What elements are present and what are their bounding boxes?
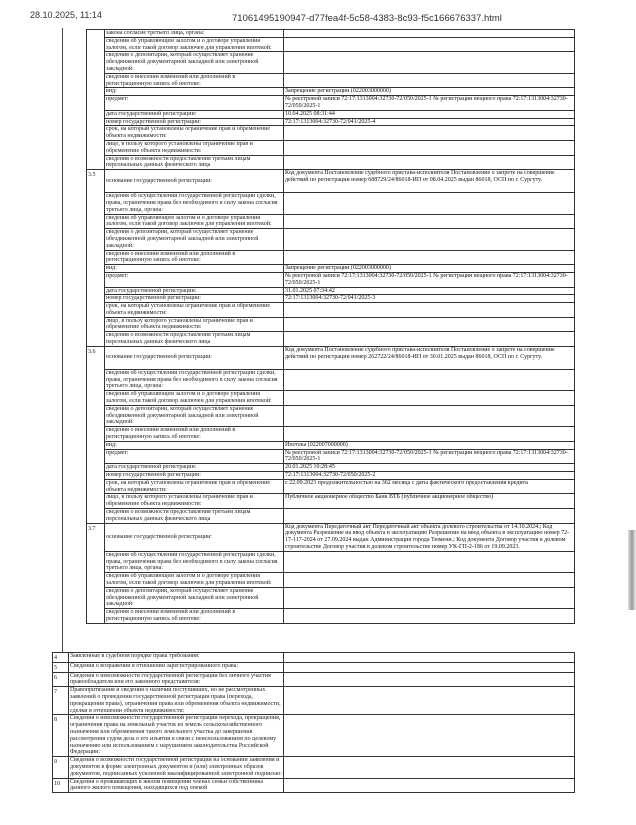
field-label: сведения о внесении изменений или дополнений в регистрационную запись об ипотеке: [105, 609, 284, 624]
section-number: 3.6 [87, 346, 105, 523]
field-value [284, 52, 575, 73]
print-datetime: 28.10.2025, 11:14 [30, 10, 102, 20]
field-label: сведения об управляющем залогом и о договоре управления залогом, если такой договор заключен для управления ипотекой: [105, 37, 284, 52]
field-label: сведения о внесении изменений или дополнений в регистрационную запись об ипотеке: [105, 73, 284, 88]
field-value [284, 37, 575, 52]
table-row [63, 73, 575, 88]
scan-edge-mark [628, 530, 636, 610]
table-row [63, 110, 575, 118]
table-row [63, 229, 575, 250]
table-row [63, 509, 575, 524]
field-label: лицо, в пользу которого установлены ограничение прав и обременение объекта недвижимости: [105, 140, 284, 155]
table-row [63, 609, 575, 624]
field-value [284, 250, 575, 265]
field-label: сведения о депозитарии, который осуществляет хранение обездвиженной документарной закладной или электронной закладной: [105, 229, 284, 250]
field-label: предмет: [105, 449, 284, 464]
field-value: Код документа Постановление судебного пристава-исполнителя Постановление о запрете на совершение действий по регистрации номер 262722/24/86018-ИП от 30.01.2025 выдан 86018, ОСП по г. Сургуту. [284, 346, 575, 369]
row-number: 10 [53, 778, 69, 793]
field-value [284, 405, 575, 426]
table-row [63, 317, 575, 332]
field-value: 72:17:1313004:32730-72/050/2025-2 [284, 472, 575, 480]
field-value [284, 332, 575, 347]
field-value [284, 303, 575, 318]
field-value [284, 715, 575, 757]
field-label: вид: [105, 441, 284, 449]
section-number: 3.7 [87, 523, 105, 623]
field-label: Сведения о невозможности государственной регистрации без личного участия правообладателя или его законного представителя: [69, 672, 284, 687]
field-label: дата государственной регистрации: [105, 110, 284, 118]
field-label: вид: [105, 265, 284, 273]
table-row [63, 287, 575, 295]
field-value [284, 193, 575, 214]
table-row [63, 88, 575, 96]
field-label: сведения о депозитарии, который осуществляет хранение обездвиженной документарной закладной или электронной закладной: [105, 587, 284, 608]
table-row [63, 193, 575, 214]
table-row [53, 778, 575, 793]
table-row [63, 265, 575, 273]
table-row [63, 472, 575, 480]
field-label: основание государственной регистрации: [105, 523, 284, 551]
field-label: предмет: [105, 272, 284, 287]
field-label: Правопритязания и сведения о наличии поступивших, но не рассмотренных заявлений о проведении государственной регистрации права (перехода, прекращения права), ограничения права или обременения объекта недвижимости, сделки в отношении объекта недвижимости: [69, 687, 284, 715]
table-row [63, 587, 575, 608]
field-label: предмет: [105, 96, 284, 111]
table-row [63, 303, 575, 318]
field-label: номер государственной регистрации: [105, 472, 284, 480]
table-row [63, 449, 575, 464]
field-value [284, 573, 575, 588]
field-label: срок, на который установлены ограничение прав и обременение объекта недвижимости: [105, 303, 284, 318]
field-label: Сведения о возможности государственной регистрации на основании заявления и документов в форме электронных документов и (или) электронных образов документов, подписанных усиленной квалифицированной электронной подписью: [70, 757, 282, 777]
field-value: № реестровой записи 72:17:1313004:32730-72/050/2025-1 № регистрации вещного права 72:17:1313004:32730-72/050/2025-1 [284, 272, 575, 287]
field-value: с 22.09.2023 продолжительностью на 362 месяца с даты фактического предоставления кредита [284, 479, 575, 494]
row-number: 5 [53, 662, 69, 672]
table-row [63, 494, 575, 509]
field-label: сведения об управляющем залогом и о договоре управления залогом, если такой договор заключен для управления ипотекой: [105, 391, 284, 406]
field-value [284, 126, 575, 141]
field-value: № реестровой записи 72:17:1313004:32730-72/050/2025-1 № регистрации вещного права 72:17:1313004:32730-72/050/2025-1 [284, 449, 575, 464]
field-value: 10.04.2025 08:31:44 [284, 110, 575, 118]
table-row [53, 757, 575, 778]
field-label: срок, на который установлены ограничение прав и обременение объекта недвижимости: [105, 126, 284, 141]
table-row [53, 687, 575, 715]
table-row [63, 52, 575, 73]
row-number: 8 [53, 715, 69, 757]
field-label: срок, на который установлены ограничение прав и обременение объекта недвижимости: [105, 479, 284, 494]
field-value [284, 778, 575, 793]
field-label: номер государственной регистрации: [105, 295, 284, 303]
field-label: дата государственной регистрации: [105, 287, 284, 295]
table-row [63, 346, 575, 369]
field-label: сведения о депозитарии, который осуществляет хранение обездвиженной документарной закладной или электронной закладной: [105, 52, 284, 73]
field-label: сведения о возможности предоставления третьим лицам персональных данных физического лица [105, 332, 284, 347]
field-value: 31.01.2025 07:34:42 [284, 287, 575, 295]
row-number: 7 [53, 687, 69, 715]
field-value: Запрещение регистрации (022003000000) [284, 88, 575, 96]
field-value: 20.01.2025 10:28:45 [284, 464, 575, 472]
field-value [284, 672, 575, 687]
field-label: основание государственной регистрации: [105, 346, 284, 369]
field-label: Сведения о возражении в отношении зарегистрированного права: [69, 662, 284, 672]
field-label: сведения об осуществлении государственной регистрации сделки, права, ограничения права без необходимого в силу закона согласия третьего лица, органа: [105, 551, 284, 572]
field-value: Публичное акционерное общество Банк ВТБ (публичное акционерное общество) [284, 494, 575, 509]
table-row [63, 96, 575, 111]
field-value: Ипотека (022007000000) [284, 441, 575, 449]
table-row [63, 405, 575, 426]
table-row [63, 140, 575, 155]
field-value: 72:17:1313004:32730-72/041/2025-3 [284, 295, 575, 303]
field-label: сведения об осуществлении государственной регистрации сделки, права, ограничения права без необходимого в силу закона согласия третьего лица, органа: [105, 193, 284, 214]
field-label: Заявленные в судебном порядке права требования: [69, 653, 284, 663]
field-label: сведения о внесении изменений или дополнений в регистрационную запись об ипотеке: [105, 427, 284, 442]
table-row [63, 523, 575, 551]
field-value [284, 653, 575, 663]
table-row [63, 272, 575, 287]
outer-column-cell [63, 523, 87, 623]
table-row [63, 391, 575, 406]
field-value [284, 609, 575, 624]
additional-info-table [52, 652, 575, 793]
table-row [53, 662, 575, 672]
table-row [63, 250, 575, 265]
field-value [284, 427, 575, 442]
table-row [53, 653, 575, 663]
field-value [284, 587, 575, 608]
field-value [284, 317, 575, 332]
field-label: Сведения о проживающих в жилом помещении членах семьи собственника данного жилого помещения, находящихся под опекой [69, 778, 284, 793]
table-row [63, 441, 575, 449]
field-value [284, 662, 575, 672]
row-number: 6 [53, 672, 69, 687]
field-label: сведения о депозитарии, который осуществляет хранение обездвиженной документарной закладной или электронной закладной: [105, 405, 284, 426]
field-value: Запрещение регистрации (022003000000) [284, 265, 575, 273]
field-value [284, 140, 575, 155]
field-value [284, 687, 575, 715]
table-row [63, 551, 575, 572]
field-value: № реестровой записи 72:17:1313004:32730-72/050/2025-1 № регистрации вещного права 72:17:1313004:32730-72/050/2025-1 [284, 96, 575, 111]
table-row [63, 170, 575, 193]
row-number: 4 [53, 653, 69, 663]
section-number: 3.5 [87, 170, 105, 347]
table-row [63, 464, 575, 472]
field-label: сведения о возможности предоставления третьим лицам персональных данных физического лица [105, 155, 284, 170]
field-value [284, 551, 575, 572]
table-row [63, 126, 575, 141]
field-label: сведения об управляющем залогом и о договоре управления залогом, если такой договор заключен для управления ипотекой: [105, 573, 284, 588]
field-value [284, 214, 575, 229]
outer-column-cell [63, 170, 87, 347]
table-row [63, 479, 575, 494]
field-label: закона согласие третьего лица, органа: [105, 30, 284, 38]
field-value [284, 369, 575, 390]
table-row [63, 332, 575, 347]
outer-column-cell [63, 30, 87, 170]
field-label: сведения о внесении изменений или дополнений в регистрационную запись об ипотеке: [105, 250, 284, 265]
field-value [284, 155, 575, 170]
field-label: лицо, в пользу которого установлены ограничение прав и обременение объекта недвижимости: [105, 494, 284, 509]
field-label: сведения об осуществлении государственной регистрации сделки, права, ограничения права без необходимого в силу закона согласия третьего лица, органа: [105, 369, 284, 390]
field-value [284, 509, 575, 524]
field-value: Код документа Передаточный акт Передаточный акт объекта долевого строительства от 14.10.2024.; Код документа Разрешение на ввод объекта в эксплуатацию Разрешение на ввод объекта в эксплуатацию номер 72-17-117-2024 от 27.09.2024 выдан Администрация города Тюмени.; Код документа Договор участия в долевом строительстве Договор участия в долевом строительстве номер УК-ГП-2-186 от 19.09.2023. [284, 523, 575, 551]
table-row [63, 573, 575, 588]
table-row [63, 427, 575, 442]
table-row [63, 118, 575, 126]
table-row [53, 672, 575, 687]
document-title: 71061495190947-d77fea4f-5c58-4383-8c93-f5c166676337.html [232, 13, 502, 24]
field-value: Код документа Постановление судебного пристава-исполнителя Постановление о запрете на совершение действий по регистрации номер 688729/24/86018-ИП от 08.04.2025 выдан 86018, ОСП по г. Сургуту. [284, 170, 575, 193]
table-row [63, 214, 575, 229]
field-value: 72:17:1313004:32730-72/041/2025-4 [284, 118, 575, 126]
field-label: сведения об управляющем залогом и о договоре управления залогом, если такой договор заключен для управления ипотекой: [105, 214, 284, 229]
field-value [284, 30, 575, 38]
field-value [284, 391, 575, 406]
field-label: дата государственной регистрации: [105, 464, 284, 472]
table-row [63, 155, 575, 170]
outer-column-cell [63, 346, 87, 523]
table-row [63, 369, 575, 390]
field-label: основание государственной регистрации: [105, 170, 284, 193]
field-label: номер государственной регистрации: [105, 118, 284, 126]
field-label: вид: [105, 88, 284, 96]
table-row [63, 30, 575, 38]
section-number [87, 30, 105, 170]
row-number: 9 [53, 757, 69, 778]
field-label: Сведения о невозможности государственной регистрации перехода, прекращения, ограничения права на земельный участок из земель сельскохозяйственного назначения или обременения такого земельного участка до завершения рассмотрения судом дела о его изъятии в связи с неиспользованием по целевому назначению или использованием с нарушением законодательства Российской Федерации: [69, 715, 284, 757]
encumbrances-table [62, 29, 575, 624]
table-row [53, 715, 575, 757]
field-value [284, 229, 575, 250]
table-row [63, 37, 575, 52]
field-label: сведения о возможности предоставления третьим лицам персональных данных физического лица [105, 509, 284, 524]
table-row [63, 295, 575, 303]
field-label: лицо, в пользу которого установлены ограничение прав и обременение объекта недвижимости: [105, 317, 284, 332]
field-value [284, 73, 575, 88]
field-value [284, 757, 575, 778]
